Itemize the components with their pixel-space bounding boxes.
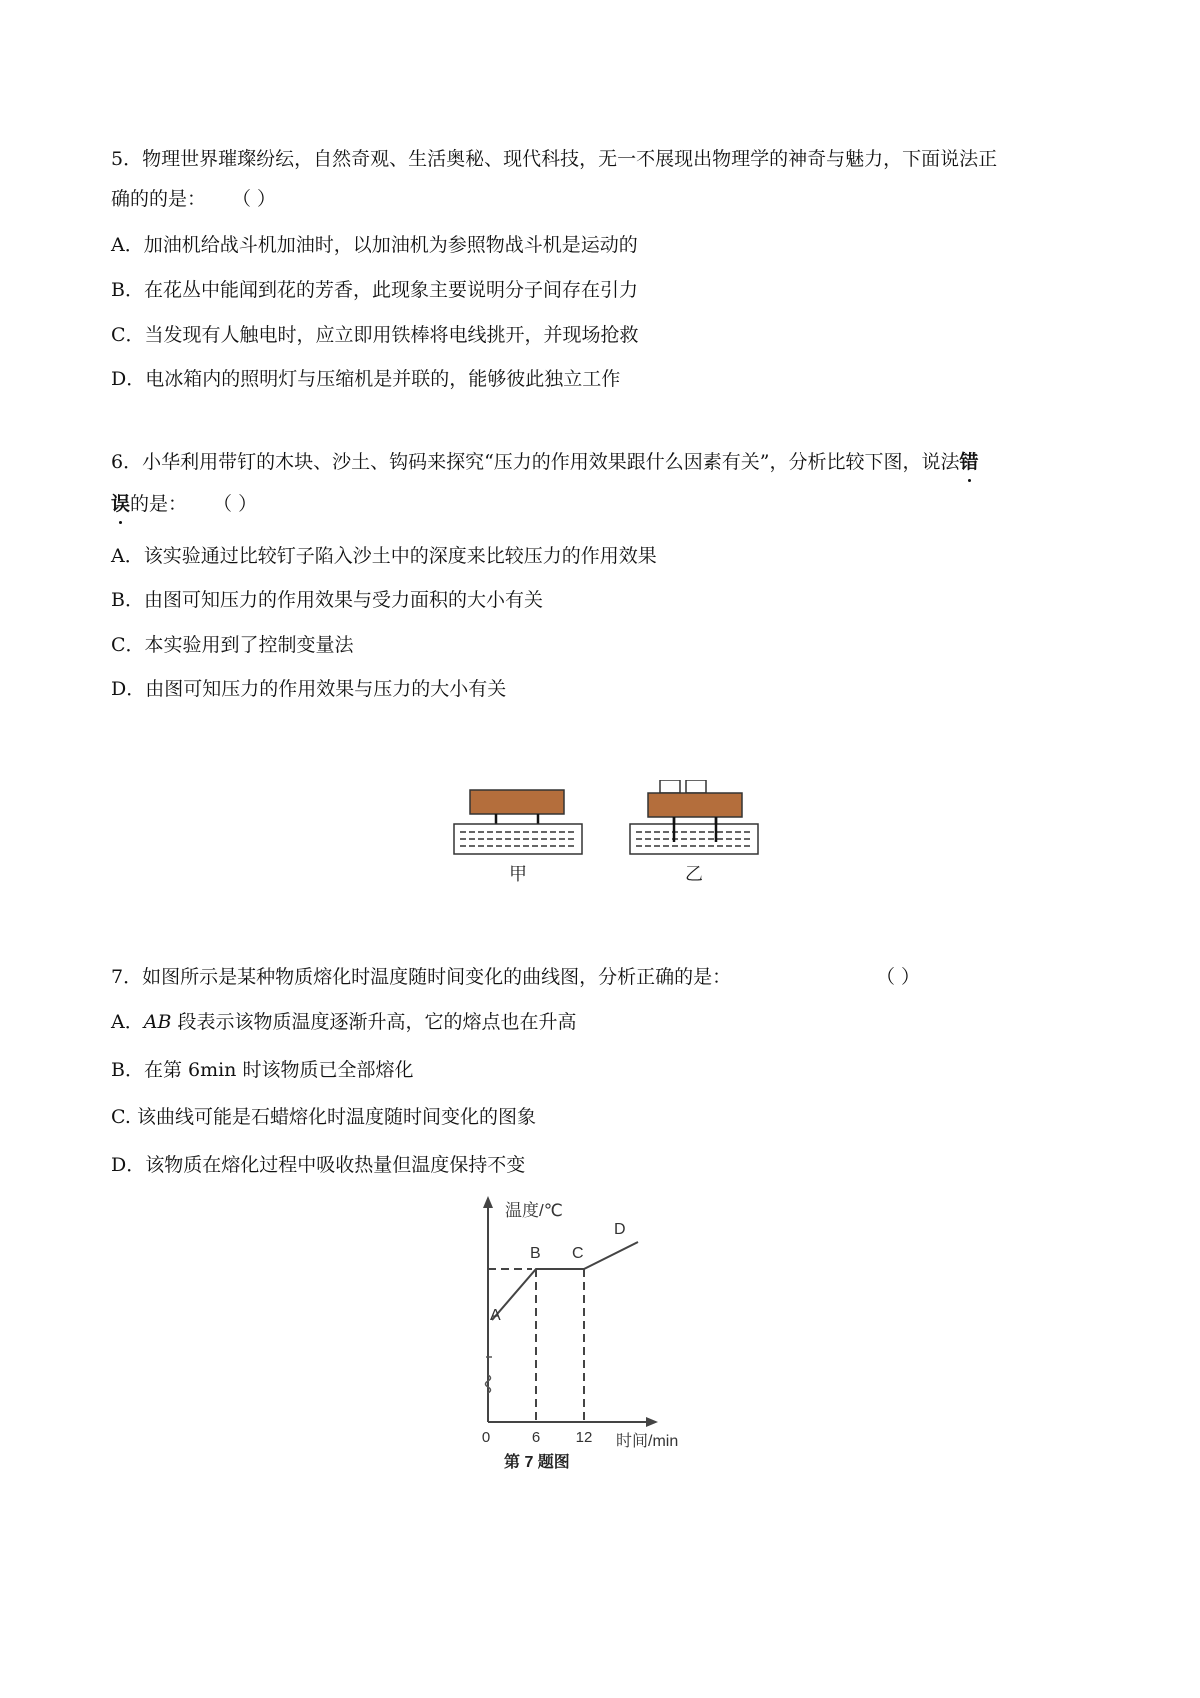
q6-stem-line2 (111, 491, 257, 517)
q5-stem-line1: 5．物理世界璀璨纷纭，自然奇观、生活奥秘、现代科技，无一不展现出物理学的神奇与魅力，下面说法正 (111, 148, 998, 170)
q7-stem (111, 964, 731, 990)
q6-answer-bracket: （ ） (213, 493, 258, 515)
q6-option-d: D．由图可知压力的作用效果与压力的大小有关 (111, 678, 507, 700)
figure-left-setup (454, 790, 582, 885)
q7-option-c: C. 该曲线可能是石蜡熔化时温度随时间变化的图象 (111, 1106, 536, 1128)
point-label-b: B (530, 1245, 541, 1262)
q7-option-a-segment-label: AB (143, 1011, 172, 1033)
q6-stem-line1-text: 6．小华利用带钉的木块、沙土、钩码来探究“压力的作用效果跟什么因素有关”，分析比较下图，说法 (111, 451, 960, 473)
x-axis-arrow-icon (646, 1417, 658, 1427)
q7-stem-text: 7．如图所示是某种物质熔化时温度随时间变化的曲线图，分析正确的是： (111, 966, 732, 988)
q7-option-a-text: 段表示该物质温度逐渐升高，它的熔点也在升高 (171, 1011, 577, 1033)
figure-right-setup (630, 780, 758, 885)
wooden-block-right (648, 793, 742, 817)
q6-option-c: C．本实验用到了控制变量法 (111, 634, 354, 656)
hook-weight-1 (660, 780, 680, 793)
q6-emphasis-char-1: 错 (959, 451, 979, 473)
q6-option-a: A．该实验通过比较钉子陷入沙土中的深度来比较压力的作用效果 (111, 545, 657, 567)
q7-option-a-prefix: A． (111, 1011, 144, 1033)
q5-option-c: C．当发现有人触电时，应立即用铁棒将电线挑开，并现场抢救 (111, 324, 639, 346)
graph-guides (488, 1269, 584, 1422)
point-label-c: C (572, 1245, 584, 1262)
point-label-a: A (490, 1307, 501, 1324)
graph-axes (488, 1204, 650, 1422)
q6-figure-blocks-on-sand (450, 780, 770, 890)
q5-stem-line2 (111, 186, 276, 212)
x-axis-label: 时间/min (616, 1433, 679, 1450)
melting-curve-line (492, 1242, 638, 1320)
figure-label-jia: 甲 (509, 864, 527, 885)
figure-label-yi: 乙 (685, 864, 703, 885)
q6-option-b: B．由图可知压力的作用效果与受力面积的大小有关 (111, 589, 543, 611)
x-tick-6: 6 (531, 1429, 541, 1446)
q6-emphasis-char-2: 误 (111, 493, 131, 515)
q7-option-b: B．在第 6min 时该物质已全部熔化 (111, 1059, 414, 1081)
q5-option-d: D．电冰箱内的照明灯与压缩机是并联的，能够彼此独立工作 (111, 368, 621, 390)
y-axis-label: 温度/℃ (505, 1201, 563, 1220)
figure-caption: 第 7 题图 (504, 1454, 570, 1471)
y-axis-arrow-icon (483, 1196, 493, 1208)
wooden-block-left (470, 790, 564, 814)
q6-stem-line1 (111, 449, 979, 475)
q7-melting-curve-graph (450, 1192, 760, 1482)
x-tick-0: 0 (481, 1429, 491, 1446)
hook-weight-2 (686, 780, 706, 793)
q7-option-d: D．该物质在熔化过程中吸收热量但温度保持不变 (111, 1154, 526, 1176)
x-tick-12: 12 (575, 1429, 593, 1446)
point-label-d: D (614, 1221, 626, 1238)
q7-answer-bracket: （ ） (876, 966, 921, 988)
q5-stem-line2-text: 确的的是： (111, 188, 207, 210)
q7-option-a (111, 1009, 576, 1035)
q5-option-b: B．在花丛中能闻到花的芳香，此现象主要说明分子间存在引力 (111, 279, 638, 301)
q5-answer-bracket: （ ） (232, 188, 277, 210)
q5-option-a: A．加油机给战斗机加油时，以加油机为参照物战斗机是运动的 (111, 234, 638, 256)
q6-stem-line2-text: 的是： (130, 493, 188, 515)
